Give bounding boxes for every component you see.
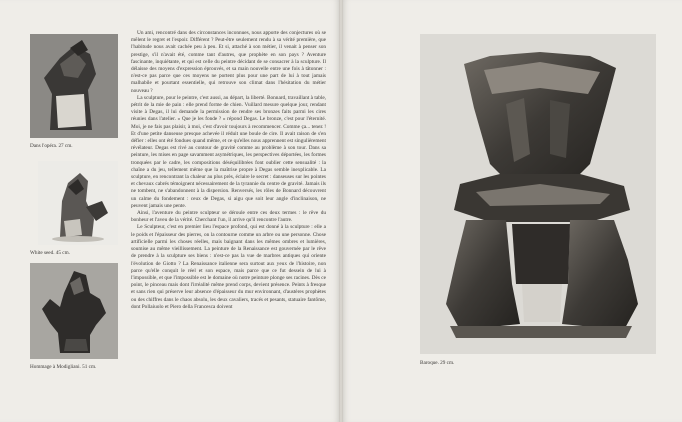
figure-caption: Hommage à Modigliani. 51 cm.: [30, 364, 97, 370]
sculpture-photo-hommage-a-modigliani: [30, 263, 118, 359]
body-text: [131, 30, 326, 415]
sculpture-photo-baroque: [420, 34, 656, 354]
paragraph: Un ami, rencontré dans des circonstances inconnues, nous apporte des conjectures où se mêlent le regret et l'espoir. Différent ? Peut-être seulement rendu à sa vérité première, que l'habitude nous avait cachée peu à peu. Et si, attaché à son métier, il venait à penser son prestige, s'il n'avait été, comme tant d'autres, que prophète en son pays ? Aventure fascinante, inquiétante, et qui est celle du peintre décidant de se consacrer à la sculpture. Il délaisse des moyens d'expression éprouvés, et sa main nouvelle entre une fois à tâtonner : n'est-ce pas parce que ces moyens ne portent plus pour une part de lui à tout jamais malhabile et pourtant essentielle, qui retrouve son climat dans l'hésitation du métier nouveau ?: [131, 30, 326, 94]
figure-caption: White seed. 45 cm.: [30, 250, 70, 256]
paragraph: La sculpture, pour le peintre, c'est aussi, au départ, la liberté. Bonnard, travaillant à table, pétrit de la mie de pain : elle prend forme de chien. Vuillard mesure quelque jour, rendant visite à Degas, il lui demande la permission de rendre ses bronzes faits parmi les cires réunies dans l'atelier. « Que je les fonde ? » répond Degas. Le bronze, c'est pour l'éternité. Moi, je ne fais pas plaisir, à moi, c'est d'avoir toujours à recommencer. Comme ça... tenez ! Et d'une petite danseuse presque achevée il réduit une boule de cire. Il avait raison de s'en défier : elles ont été fondues quand même, et ce qu'elles nous apprennent est singulièrement révélateur. Degas est rivé au contour de gravité comme au problème à son tour. Dans sa peinture, les mises en page savamment asymétriques, les perspectives déportées, les formes tronquées par le cadre, les compositions déséquilibrées font oublier cette sensualité : la chaîne a du jeu, tellement même que la maîtrise propre à Degas semble inexplicable. La sculpture, en rencontrant la chaleur au plus près, éclaire le secret : danseuses sur les pointes et chevaux cabrés témoignent nécessairement de la tyrannie du centre de gravité. Jamais ils ne tombent, ne s'abandonnent à la dispersion. Renversés, les rôles de Bonnard découvrent un calme du fondement : ceux de Degas, si aigu que soit leur angle d'inclinaison, ne peuvent jamais une pente.: [131, 94, 326, 209]
sculpture-photo-white-seed: [38, 161, 118, 245]
sculpture-photo-dans-lopera: [30, 34, 118, 138]
paragraph: Ainsi, l'aventure du peintre sculpteur se déroule entre ces deux termes : le rêve du bonheur et l'aveu de la vérité. Cherchant l'un, il arrive qu'il rencontre l'autre.: [131, 210, 326, 224]
book-gutter: [339, 0, 343, 422]
paragraph: Le Sculpteur, c'est en premier lieu l'espace profond, qui est donné à la sculpture : elle a le poids et l'épaisseur des pierres, on la contourne comme un arbre ou une personne. Chose artificielle parmi les choses réelles, mais baignant dans les mêmes ombres et lumières, soumise au même vieillissement. La peinture de la Renaissance est gouvernée par le rêve de prendre à la sculpture ses biens : n'est-ce pas la vue de marbres antiques qui oriente l'évolution de Giotto ? La Renaissance italienne sera surtout aux yeux de l'histoire, non parce qu'elle conquit le réel et son espace, mais parce que ce fut dessein de lui à l'impossible, et que l'impossible est le domaine où notre peinture plonge ses racines. Dès ce point, le pinceau mais dont l'irréalité même prend corps, devient présence. Peints à fresque et sans rien qui préserve leur absence d'épaisseur du mur environnant, d'austères prophètes ou des chiffres dans le chaos absolu, les deux cavaliers, tracés et pesants, statuaire fantôme, dont Pollaiuolo et Piero della Francesca doivent: [131, 224, 326, 310]
figure-caption: Baroque. 29 cm.: [420, 360, 455, 366]
figure-caption: Dans l'opéra. 27 cm.: [30, 143, 73, 149]
